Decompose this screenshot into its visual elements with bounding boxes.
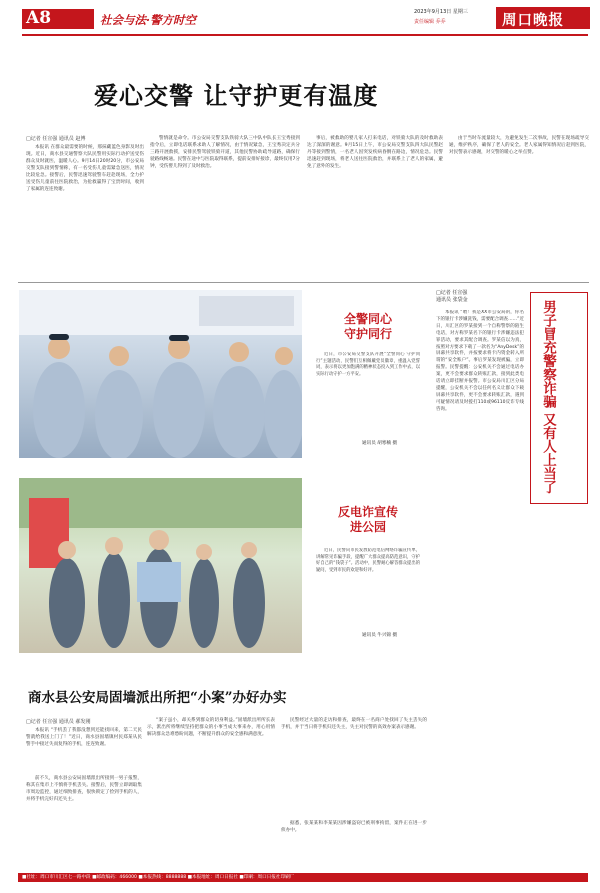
photo1-credit: 通讯员 胡寒楠 摄 [362, 441, 398, 446]
bottom-headline: 商水县公安局固墙派出所把“小案”办好办实 [28, 690, 287, 706]
bottom-col1: 本报讯 “手机丢了我都没想到还能找回来，第二天民警就给我送上门了！”近日，商水县固墙镇村民郑某从民警手中接过失而复得的手机，连连致谢。 [26, 728, 142, 747]
sidebar-byline: □记者 任宣强 通讯员 张袋金 [436, 290, 468, 303]
photo2-title: 反电诈宣传 进公园 [337, 505, 398, 534]
photo-ceremony [19, 290, 302, 458]
page-header [8, 6, 592, 32]
photo1-caption: 近日，市公安局交警支队开展“全警同心 守护同行”主题活动，民警们互相佩戴党员徽章，重温入党誓词，表示将以更加饱满的精神状态投入到工作中去，以实际行动守护一方平安。 [316, 352, 420, 377]
newspaper-logo: 周口晚报 [502, 12, 564, 29]
photo-park-image [19, 478, 302, 653]
section-divider [18, 282, 589, 283]
bottom-col3: 民警经过大量的走访和排查，最终在一名商户处找回了失主丢失的手机，并于当日将手机归还失主，失主对民警的高效办案表示感谢。 [281, 718, 427, 730]
section-title: 社会与法·警方时空 [100, 13, 197, 27]
main-story-col4: 由于当时车流量较大，为避免发生二次事故，民警在现场疏导交通，维护秩序，确保了老人的安全。老人家属得知情况后赶到医院，对民警表示感谢，对交警的暖心之举点赞。 [449, 136, 589, 155]
photo2-caption: 近日，民警向市民发放防范电信网络诈骗宣传单，讲解常见诈骗手段，提醒广大群众提高防范意识，守护好自己的“钱袋子”。活动中，民警耐心解答群众提出的疑问，受到市民的欢迎和好评。 [316, 548, 420, 573]
photo-ceremony-image [19, 290, 302, 458]
header-rule [22, 34, 588, 36]
page-number: A8 [26, 8, 52, 28]
main-story-col1: 本报讯 在群众最需要的时候，那抹藏蓝色身影及时出现。近日，商水县交通警察大队民警用实际行动护送受伤群众及时就医，温暖人心。9月14日20时20分，市公安局交警支队接到警情称，有一名受伤儿童需紧急送医，情况比较危急。接警后，民警迅速驾驶警车赶赴现场，全力护送受伤儿童前往医院救治，为抢救赢得了宝贵时间，收到了家属的连连致谢。 [26, 145, 144, 192]
sidebar-title: 男子冒充警察诈骗 又有人上当了 [540, 300, 556, 494]
bottom-byline: □记者 任宣强 通讯员 郝发刚 [26, 719, 91, 725]
issue-date: 2023年9月13日 星期三 [414, 9, 468, 15]
footer-text: ■社址：周口市川汇区七一路中段 ■邮政编码：466000 ■本报热线：8888888 ■本报地址：周口日报社 ■印刷：周口日报社印刷厂 [22, 875, 295, 880]
main-byline: □记者 任宣强 通讯员 赵博 [26, 136, 86, 142]
main-story-col3: 事后，被救助的婴儿家人打来电话，对铁骑大队的及时救助表达了深深的谢意。9月15日上午，市公安局交警支队四大队民警赵丹等接到警情，一名老人因突发疾病昏倒在路边，情况危急。民警迅速赶到现场，将老人送往医院救治，并联系上了老人的家属，避免了意外的发生。 [307, 136, 443, 169]
bottom-col2: “案子虽小，却关系到群众的切身利益。”固墙派出所所长表示，派出所将继续坚持把群众的小事当成大事来办，用心用情解决群众急难愁盼问题，不断提升群众的安全感和满意度。 [147, 718, 275, 737]
bottom-col1b: 前不久，商水县公安局固墙派出所接到一男子报警，称其在集市上不慎将手机丢失。接警后，民警立即调取集市周边监控，通过细致排查，很快锁定了捡到手机的人，并将手机完好归还失主。 [26, 776, 142, 802]
main-headline: 爱心交警 让守护更有温度 [94, 81, 379, 110]
sidebar-text: 本报讯 “喂！我是XX市公安局的，你名下的银行卡涉嫌洗钱，需要配合调查……”近日，川汇区的罗某接到一个自称警察的陌生电话，对方称罗某名下的银行卡涉嫌违法犯罪活动，要求其配合调查。罗某信以为真，按照对方要求下载了一款名为“AnyDesk”的屏幕共享软件，并按要求将卡内资金转入所谓的“安全账户”。事后罗某发现被骗，立即报警。民警提醒：公安机关不会通过电话办案，更不会要求群众转账汇款，接到此类电话请立即挂断并报警。市公安局川汇区分局提醒，公安机关不会以任何名义让群众下载屏幕共享软件，更不会要求转账汇款，遇到可疑情况请及时拨打110或96110反诈专线咨询。 [436, 310, 524, 412]
bottom-col3b: 据悉，张某某和李某某因涉嫌盗窃已被刑事拘留，案件正在进一步侦办中。 [281, 821, 427, 833]
main-story-col2: 警情就是命令。市公安局交警支队铁骑大队三中队中队长王宝秀接到指令后，立即电话联系求助人了解情况，由于情况紧急，王宝秀决定兵分三路开展救援，安排民警驾驶铁骑开道，其他民警协助疏导道路，确保行驶路线畅通。民警在途中与医院取得联系，提前安排好接诊，最终仅用7分钟，受伤婴儿得到了及时救治。 [150, 136, 300, 169]
editor-credit: 责任编辑 乔乔 [414, 19, 446, 25]
photo1-title: 全警同心 守护同行 [343, 312, 392, 341]
photo2-credit: 通讯员 牛兴锦 摄 [362, 633, 398, 638]
photo-park-outreach [19, 478, 302, 653]
